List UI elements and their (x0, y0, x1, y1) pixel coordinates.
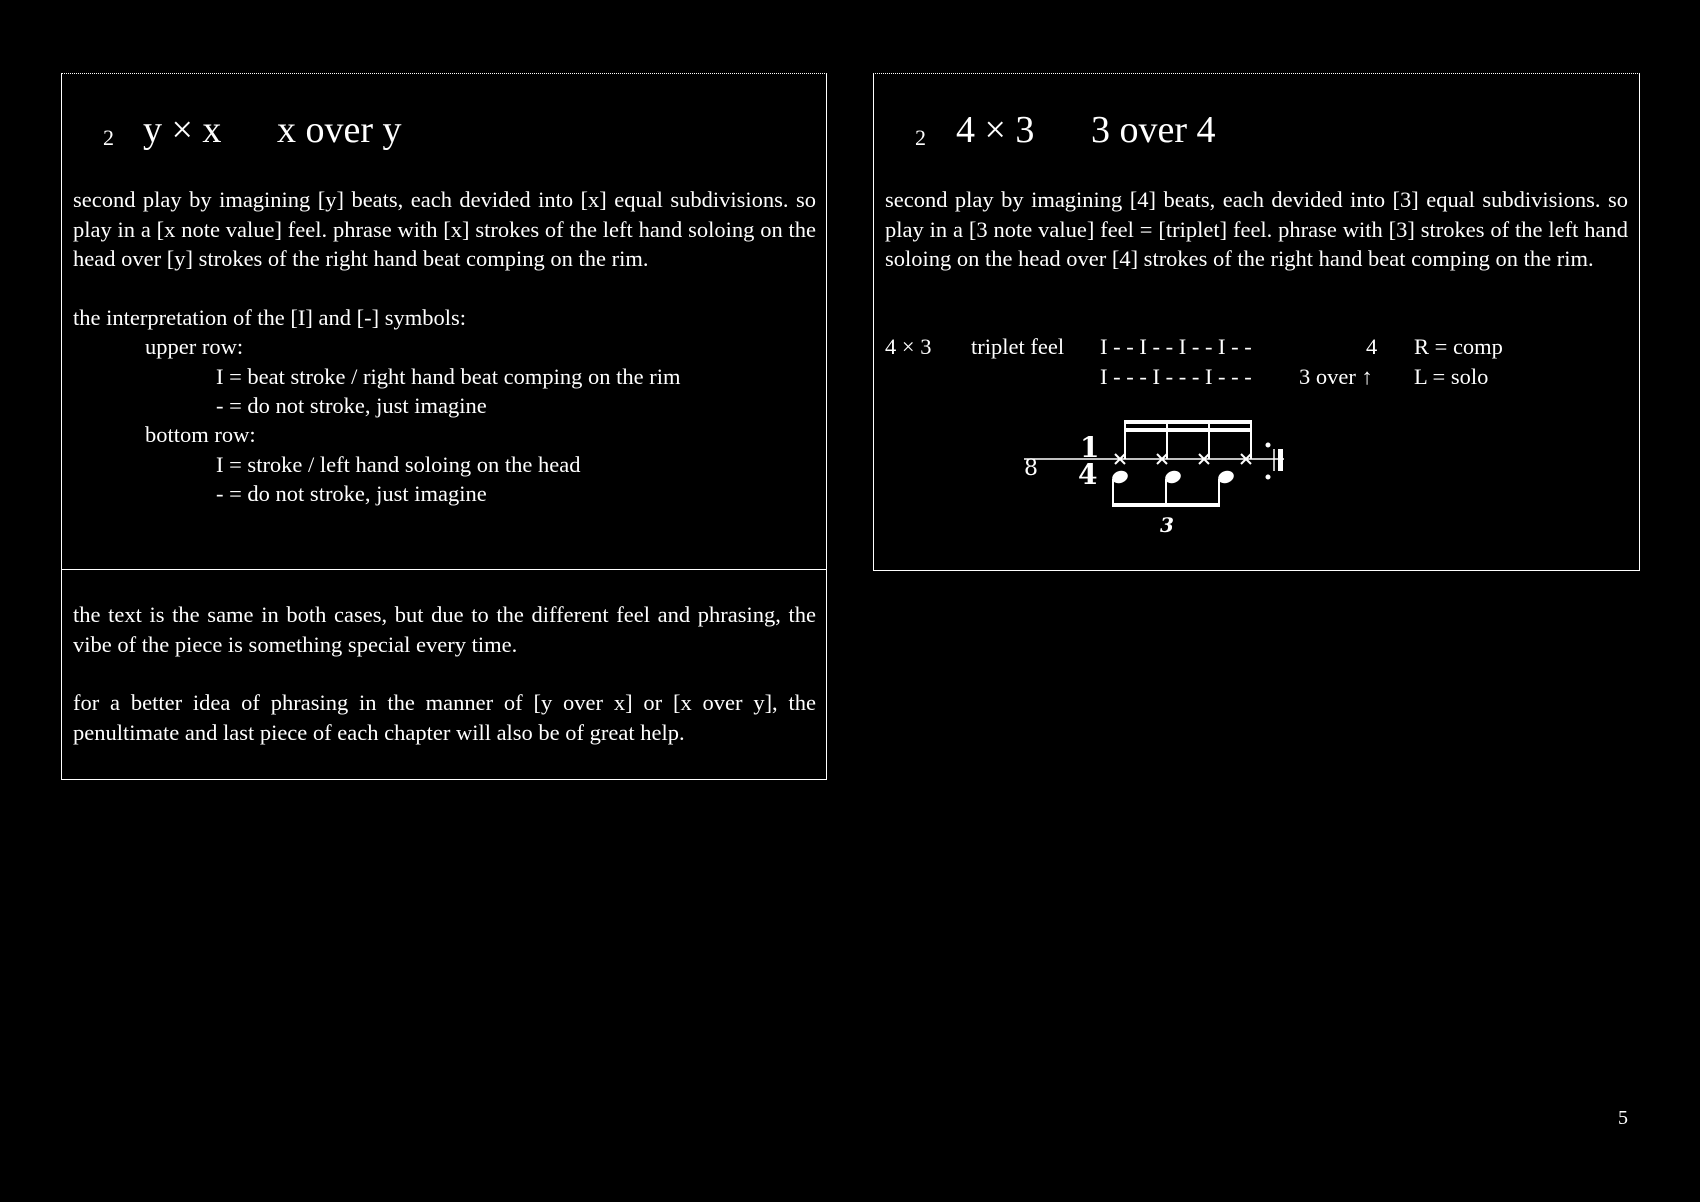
beam (1124, 420, 1252, 424)
repeat-dot (1266, 475, 1271, 480)
beam (1124, 428, 1252, 432)
example-formula: 4 × 3 (956, 109, 1035, 151)
symbols-intro: the interpretation of the [I] and [-] symbols: (73, 305, 467, 330)
bottom-row-item: I = stroke / left hand soloing on the head (216, 452, 581, 477)
pattern-count-bottom: 3 over ↑ (1299, 364, 1373, 389)
tuplet-label: 3 (1160, 513, 1174, 537)
example-panel (873, 73, 1640, 571)
lower-voice (1110, 469, 1235, 507)
example-over-label: 3 over 4 (1091, 109, 1216, 151)
upper-row-label: upper row: (145, 334, 244, 359)
description-paragraph: second play by imagining [y] beats, each devided into [x] equal subdivisions. so play in a [x note value] feel. phrase with [x] strokes of the left hand soloing on the head over [y] strokes of the right hand beat comping on the rim. (73, 187, 816, 271)
notes-panel (61, 569, 827, 780)
bottom-row-item: - = do not stroke, just imagine (216, 481, 487, 506)
pattern-feel: triplet feel (971, 334, 1065, 359)
notes-paragraph: for a better idea of phrasing in the manner of [y over x] or [x over y], the penultimate and last piece of each chapter will also be of great help. (73, 690, 816, 745)
section-number: 2 (103, 125, 114, 150)
example-description: second play by imagining [4] beats, each devided into [3] equal subdivisions. so play in a [3 note value] feel = [triplet] feel. phrase with [3] strokes of the left hand soloing on the head over [4] strokes of the right hand beat comping on the rim. (885, 187, 1628, 271)
section-heading (62, 108, 822, 158)
clef-label: 8 (1024, 456, 1038, 481)
legend-right-hand: R = comp (1414, 334, 1503, 359)
upper-row-item: I = beat stroke / right hand beat comping on the rim (216, 364, 681, 389)
pattern-formula: 4 × 3 (885, 334, 932, 359)
time-signature-bottom: 4 (1078, 458, 1098, 491)
legend-left-hand: L = solo (1414, 364, 1489, 389)
example-heading (874, 108, 1634, 158)
section-formula: y × x (143, 109, 222, 151)
upper-row-item: - = do not stroke, just imagine (216, 393, 487, 418)
section-over-label: x over y (277, 109, 402, 151)
pattern-bottom-row: I - - - I - - - I - - - (1100, 364, 1252, 389)
beam (1112, 503, 1220, 507)
pattern-upper-row: I - - I - - I - - I - - (1100, 334, 1252, 359)
explanation-panel (61, 73, 827, 570)
pattern-count-top: 4 (1366, 334, 1378, 359)
bottom-row-label: bottom row: (145, 422, 256, 447)
time-signature-top: 1 (1080, 431, 1100, 464)
notes-paragraph: the text is the same in both cases, but due to the different feel and phrasing, the vibe of the piece is something special every time. (73, 602, 816, 657)
repeat-dot (1266, 443, 1271, 448)
page-number: 5 (1618, 1107, 1628, 1129)
drum-notation (1024, 414, 1324, 544)
barline-thick (1278, 449, 1283, 471)
example-number: 2 (915, 125, 926, 150)
